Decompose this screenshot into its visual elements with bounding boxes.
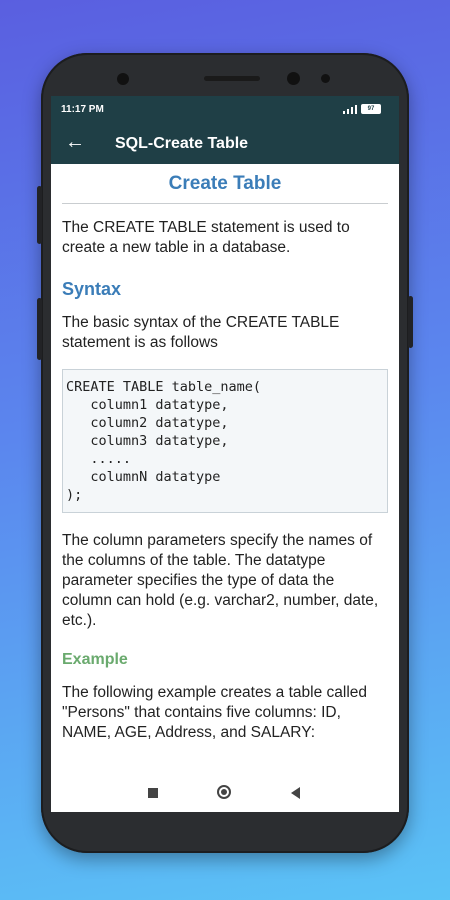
power-button bbox=[408, 296, 413, 348]
front-camera bbox=[117, 73, 129, 85]
article-content[interactable] bbox=[51, 164, 399, 743]
triangle-back-icon[interactable] bbox=[291, 787, 300, 799]
code-block: CREATE TABLE table_name( column1 datatype, column2 datatype, column3 datatype, ..... columnN datatype ); bbox=[62, 369, 388, 513]
example-heading: Example bbox=[62, 651, 128, 668]
sensor bbox=[321, 74, 330, 83]
square-icon[interactable] bbox=[148, 788, 158, 798]
signal-icon bbox=[343, 105, 357, 114]
example-intro: The following example creates a table called "Persons" that contains five columns: ID, NAME, AGE, Address, and SALARY: bbox=[62, 684, 368, 741]
arrow-left-icon[interactable]: ← bbox=[65, 131, 85, 153]
status-bar bbox=[51, 96, 399, 123]
syntax-heading: Syntax bbox=[62, 279, 122, 299]
status-time: 11:17 PM bbox=[61, 104, 104, 115]
sensor bbox=[287, 72, 300, 85]
status-icons bbox=[343, 104, 381, 114]
screen bbox=[51, 96, 399, 812]
app-bar-title: SQL-Create Table bbox=[115, 135, 249, 152]
circle-icon[interactable] bbox=[217, 785, 231, 799]
intro-paragraph: The CREATE TABLE statement is used to create a new table in a database. bbox=[62, 219, 350, 256]
syntax-intro: The basic syntax of the CREATE TABLE statement is as follows bbox=[62, 314, 340, 351]
system-nav-bar bbox=[51, 772, 399, 812]
app-bar bbox=[51, 123, 399, 164]
explanation-paragraph: The column parameters specify the names of the columns of the table. The datatype parameter specifies the type of data the column can hold (e.g. varchar2, number, date, etc.). bbox=[62, 532, 379, 629]
speaker-grille bbox=[204, 76, 260, 81]
volume-button bbox=[37, 186, 42, 244]
page-title: Create Table bbox=[62, 164, 388, 204]
battery-icon: 97 bbox=[361, 104, 381, 114]
volume-button bbox=[37, 298, 42, 360]
